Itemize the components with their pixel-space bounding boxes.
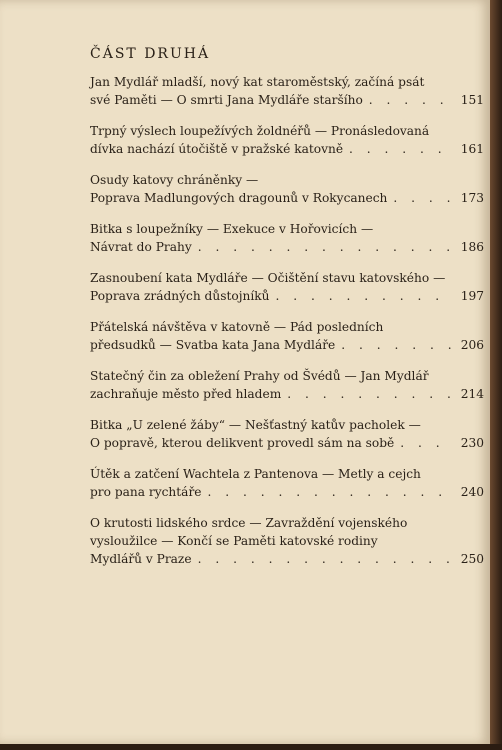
toc-entry-line	[90, 338, 484, 356]
toc-entry-line	[90, 485, 484, 503]
toc-entry-line	[90, 320, 484, 338]
page-number: 240	[460, 485, 484, 499]
toc-entry-text: O popravě, kterou delikvent provedl sám na sobě	[90, 436, 395, 450]
toc-entry-text: Bitka s loupežníky — Exekuce v Hořovicích —	[90, 222, 374, 236]
page-number: 197	[460, 289, 484, 303]
toc-entry-line	[90, 534, 484, 552]
toc-entry-text: předsudků — Svatba kata Jana Mydláře	[90, 338, 336, 352]
toc-entry-line	[90, 93, 484, 111]
toc-entry-line	[90, 173, 484, 191]
page-number: 206	[460, 338, 484, 352]
toc-entry-text: Přátelská návštěva v katovně — Pád posledních	[90, 320, 384, 334]
toc-entry-line	[90, 467, 484, 485]
toc-entry	[90, 271, 484, 307]
section-heading: ČÁST DRUHÁ	[90, 46, 211, 62]
toc-entry-text: O krutosti lidského srdce — Zavraždění vojenského	[90, 516, 408, 530]
toc-entry	[90, 173, 484, 209]
toc-entry	[90, 320, 484, 356]
toc-entry	[90, 75, 484, 111]
toc-entry-text: Zasnoubení kata Mydláře — Očištění stavu katovského —	[90, 271, 446, 285]
toc-entry-line	[90, 142, 484, 160]
dot-leader	[275, 289, 452, 303]
toc-entry-text: své Paměti — O smrti Jana Mydláře staršího	[90, 93, 363, 107]
toc-entry-text: Osudy katovy chráněnky —	[90, 173, 259, 187]
dot-leader	[198, 240, 452, 254]
toc-entry-text: dívka nachází útočiště v pražské katovně	[90, 142, 344, 156]
page-number: 151	[460, 93, 484, 107]
toc-entry	[90, 418, 484, 454]
toc-entry	[90, 369, 484, 405]
toc-entry-line	[90, 240, 484, 258]
toc-entry-line	[90, 436, 484, 454]
dot-leader	[287, 387, 452, 401]
toc-entry-line	[90, 75, 484, 93]
toc-entry-text: vysloužilce — Končí se Paměti katovské rodiny	[90, 534, 378, 548]
toc-entry-line	[90, 124, 484, 142]
page-number: 214	[460, 387, 484, 401]
dot-leader	[208, 485, 453, 499]
dot-leader	[369, 93, 452, 107]
toc-entry-line	[90, 222, 484, 240]
toc-entry-text: zachraňuje město před hladem	[90, 387, 282, 401]
table-of-contents	[90, 75, 484, 583]
toc-entry-line	[90, 387, 484, 405]
book-spine	[490, 0, 502, 750]
toc-entry-text: pro pana rychtáře	[90, 485, 202, 499]
toc-entry	[90, 467, 484, 503]
toc-entry	[90, 124, 484, 160]
dot-leader	[198, 552, 452, 566]
toc-entry	[90, 222, 484, 258]
dot-leader	[393, 191, 452, 205]
toc-entry-text: Jan Mydlář mladší, nový kat staroměstský, začíná psát	[90, 75, 425, 89]
toc-entry-text: Statečný čin za obležení Prahy od Švédů — Jan Mydlář	[90, 369, 429, 383]
toc-entry-line	[90, 191, 484, 209]
dot-leader	[341, 338, 452, 352]
toc-entry-text: Poprava Madlungových dragounů v Rokycanech	[90, 191, 388, 205]
toc-entry-line	[90, 271, 484, 289]
toc-entry-text: Útěk a zatčení Wachtela z Pantenova — Metly a cejch	[90, 467, 421, 481]
page-number: 173	[460, 191, 484, 205]
toc-entry-text: Poprava zrádných důstojníků	[90, 289, 270, 303]
page-bottom-edge	[0, 744, 502, 750]
toc-entry-text: Návrat do Prahy	[90, 240, 192, 254]
toc-entry-line	[90, 516, 484, 534]
toc-entry-text: Bitka „U zelené žáby“ — Nešťastný katův pacholek —	[90, 418, 421, 432]
toc-entry-line	[90, 369, 484, 387]
dot-leader	[400, 436, 452, 450]
toc-entry-line	[90, 552, 484, 570]
toc-entry-text: Mydlářů v Praze	[90, 552, 192, 566]
page-number: 250	[460, 552, 484, 566]
page-number: 161	[460, 142, 484, 156]
toc-entry-text: Trpný výslech loupežívých žoldnéřů — Pronásledovaná	[90, 124, 430, 138]
toc-entry	[90, 516, 484, 570]
page-number: 186	[460, 240, 484, 254]
toc-entry-line	[90, 289, 484, 307]
toc-entry-line	[90, 418, 484, 436]
page-number: 230	[460, 436, 484, 450]
dot-leader	[349, 142, 452, 156]
